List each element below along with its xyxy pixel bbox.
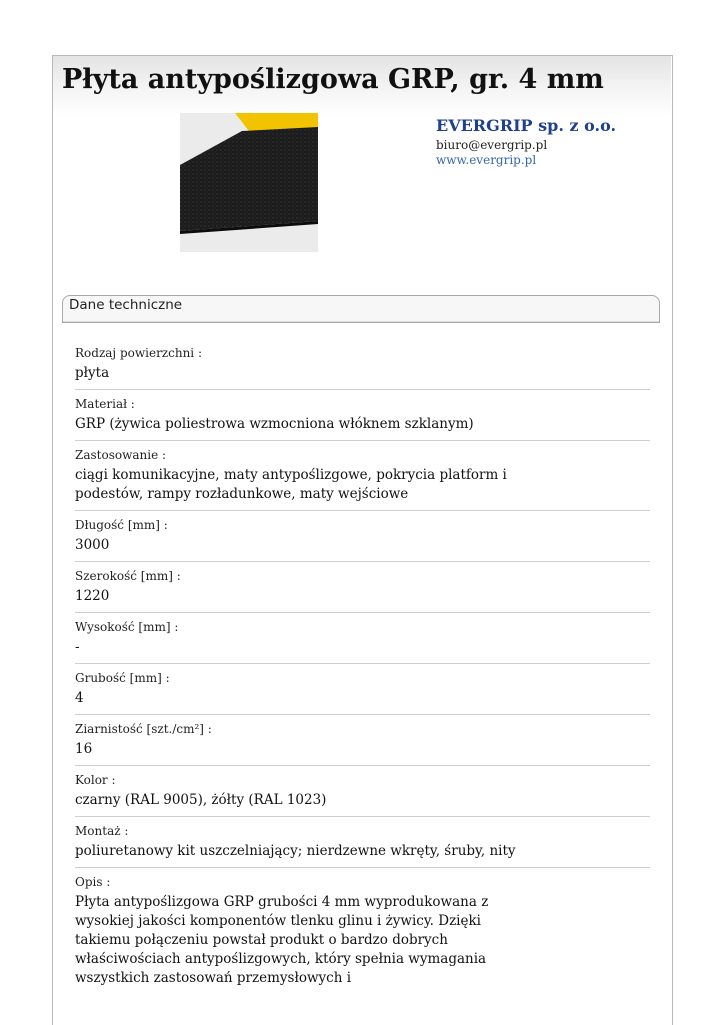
spec-label: Ziarnistość [szt./cm²] : [75, 722, 212, 736]
spec-row-width [75, 562, 650, 613]
spec-label: Montaż : [75, 824, 129, 838]
product-photo [180, 113, 318, 252]
spec-label: Kolor : [75, 773, 116, 787]
spec-value: 4 [75, 690, 84, 706]
spec-value: czarny (RAL 9005), żółty (RAL 1023) [75, 792, 327, 808]
spec-row-height [75, 613, 650, 664]
spec-value: 3000 [75, 537, 110, 553]
spec-row-material [75, 390, 650, 441]
spec-label: Rodzaj powierzchni : [75, 346, 203, 360]
spec-value: poliuretanowy kit uszczelniający; nierdzewne wkręty, śruby, nity [75, 843, 516, 859]
spec-row-thickness [75, 664, 650, 715]
spec-value: - [75, 639, 80, 655]
company-name: EVERGRIP sp. z o.o. [436, 116, 617, 135]
spec-row-surface [75, 339, 650, 390]
spec-row-mounting [75, 817, 650, 868]
spec-row-grit [75, 715, 650, 766]
spec-value: 1220 [75, 588, 110, 604]
spec-row-color [75, 766, 650, 817]
spec-value: płyta [75, 365, 110, 381]
spec-value: Płyta antypoślizgowa GRP grubości 4 mm wyprodukowana z wysokiej jakości komponentów tlenku glinu i żywicy. Dzięki takiemu połączeniu powstał produkt o bardzo dobrych właściwościach antypoślizgowych, który spełnia wymagania wszystkich zastosowań przemysłowych i [75, 894, 489, 986]
product-image [180, 113, 318, 252]
spec-value: ciągi komunikacyjne, maty antypoślizgowe, pokrycia platform i podestów, rampy rozładunkowe, maty wejściowe [75, 467, 507, 502]
section-header [62, 295, 660, 323]
spec-value: GRP (żywica poliestrowa wzmocniona włóknem szklanym) [75, 416, 474, 432]
spec-value: 16 [75, 741, 93, 757]
spec-label: Długość [mm] : [75, 518, 168, 532]
company-info [436, 116, 616, 167]
spec-label: Zastosowanie : [75, 448, 167, 462]
spec-list [75, 339, 650, 994]
spec-label: Wysokość [mm] : [75, 620, 179, 634]
spec-row-application [75, 441, 650, 511]
page-title: Płyta antypoślizgowa GRP, gr. 4 mm [62, 64, 604, 95]
spec-row-length [75, 511, 650, 562]
spec-label: Materiał : [75, 397, 135, 411]
section-title: Dane techniczne [69, 297, 183, 313]
company-email[interactable]: biuro@evergrip.pl [436, 138, 548, 152]
spec-label: Opis : [75, 875, 111, 889]
spec-label: Grubość [mm] : [75, 671, 170, 685]
spec-row-description [75, 868, 650, 994]
company-website-link[interactable]: www.evergrip.pl [436, 153, 537, 167]
spec-label: Szerokość [mm] : [75, 569, 181, 583]
